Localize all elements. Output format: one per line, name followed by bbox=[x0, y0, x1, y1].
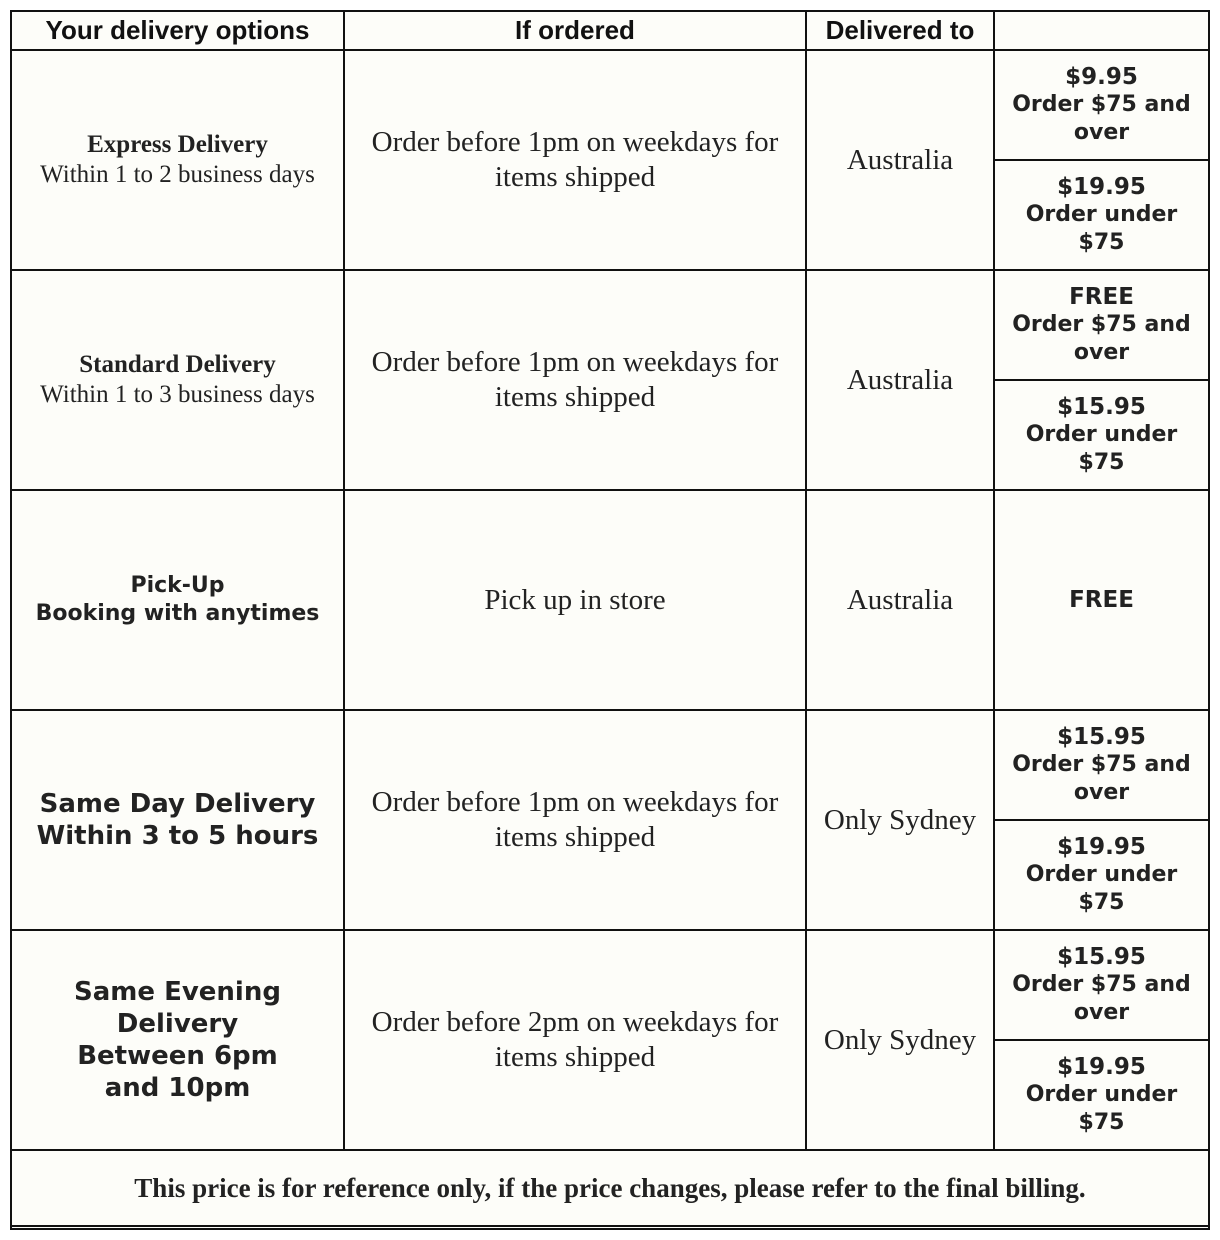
header-price bbox=[994, 12, 1208, 50]
option-name: Pick-Up bbox=[130, 573, 225, 598]
price-condition: Order $75 and over bbox=[1012, 312, 1191, 365]
price-amount: $15.95 bbox=[1057, 394, 1146, 420]
price-amount: $15.95 bbox=[1057, 944, 1146, 970]
price-cell bbox=[994, 1040, 1208, 1150]
price-cell bbox=[994, 270, 1208, 380]
price-cell bbox=[994, 380, 1208, 490]
price-condition: Order under $75 bbox=[1025, 422, 1178, 475]
table-row-same-day bbox=[12, 710, 1208, 820]
option-cell-same-day bbox=[12, 710, 344, 930]
if-ordered-cell: Pick up in store bbox=[344, 490, 806, 710]
table-row-pickup bbox=[12, 490, 1208, 710]
option-cell-same-evening bbox=[12, 930, 344, 1150]
price-amount: $19.95 bbox=[1057, 174, 1146, 200]
footer-note: This price is for reference only, if the price changes, please refer to the final billing. bbox=[12, 1150, 1208, 1226]
price-cell bbox=[994, 160, 1208, 270]
table-footer-row bbox=[12, 1150, 1208, 1226]
table-row-standard bbox=[12, 270, 1208, 380]
option-name: Same Evening Delivery bbox=[74, 977, 281, 1039]
table-row-express bbox=[12, 50, 1208, 160]
option-name: Standard Delivery bbox=[79, 351, 276, 378]
option-detail: Within 3 to 5 hours bbox=[36, 821, 319, 851]
option-detail: Within 1 to 3 business days bbox=[40, 381, 315, 408]
header-delivery-options: Your delivery options bbox=[12, 12, 344, 50]
price-amount: FREE bbox=[1069, 587, 1134, 613]
option-cell-pickup bbox=[12, 490, 344, 710]
delivered-to-cell: Australia bbox=[806, 50, 994, 270]
header-if-ordered: If ordered bbox=[344, 12, 806, 50]
price-amount: $19.95 bbox=[1057, 834, 1146, 860]
price-amount: $15.95 bbox=[1057, 724, 1146, 750]
if-ordered-cell: Order before 1pm on weekdays for items shipped bbox=[344, 50, 806, 270]
price-cell bbox=[994, 930, 1208, 1040]
price-condition: Order $75 and over bbox=[1012, 972, 1191, 1025]
option-name: Same Day Delivery bbox=[39, 789, 316, 819]
option-detail: Within 1 to 2 business days bbox=[40, 161, 315, 188]
delivery-options-table bbox=[12, 12, 1208, 1227]
header-delivered-to: Delivered to bbox=[806, 12, 994, 50]
price-cell bbox=[994, 710, 1208, 820]
delivered-to-cell: Australia bbox=[806, 490, 994, 710]
price-cell bbox=[994, 820, 1208, 930]
table-header-row bbox=[12, 12, 1208, 50]
option-detail: Between 6pm and 10pm bbox=[77, 1041, 278, 1103]
price-amount: $9.95 bbox=[1065, 64, 1138, 90]
price-condition: Order $75 and over bbox=[1012, 92, 1191, 145]
option-cell-express bbox=[12, 50, 344, 270]
price-cell bbox=[994, 490, 1208, 710]
price-condition: Order under $75 bbox=[1025, 1082, 1178, 1135]
price-amount: $19.95 bbox=[1057, 1054, 1146, 1080]
option-cell-standard bbox=[12, 270, 344, 490]
delivered-to-cell: Only Sydney bbox=[806, 930, 994, 1150]
price-condition: Order $75 and over bbox=[1012, 752, 1191, 805]
price-cell bbox=[994, 50, 1208, 160]
if-ordered-cell: Order before 1pm on weekdays for items shipped bbox=[344, 270, 806, 490]
if-ordered-cell: Order before 1pm on weekdays for items shipped bbox=[344, 710, 806, 930]
option-detail: Booking with anytimes bbox=[35, 601, 320, 626]
table-row-same-evening bbox=[12, 930, 1208, 1040]
option-name: Express Delivery bbox=[87, 131, 268, 158]
delivered-to-cell: Only Sydney bbox=[806, 710, 994, 930]
delivery-options-table-container bbox=[10, 10, 1210, 1230]
price-condition: Order under $75 bbox=[1025, 862, 1178, 915]
price-condition: Order under $75 bbox=[1025, 202, 1178, 255]
price-amount: FREE bbox=[1069, 284, 1134, 310]
delivered-to-cell: Australia bbox=[806, 270, 994, 490]
if-ordered-cell: Order before 2pm on weekdays for items shipped bbox=[344, 930, 806, 1150]
